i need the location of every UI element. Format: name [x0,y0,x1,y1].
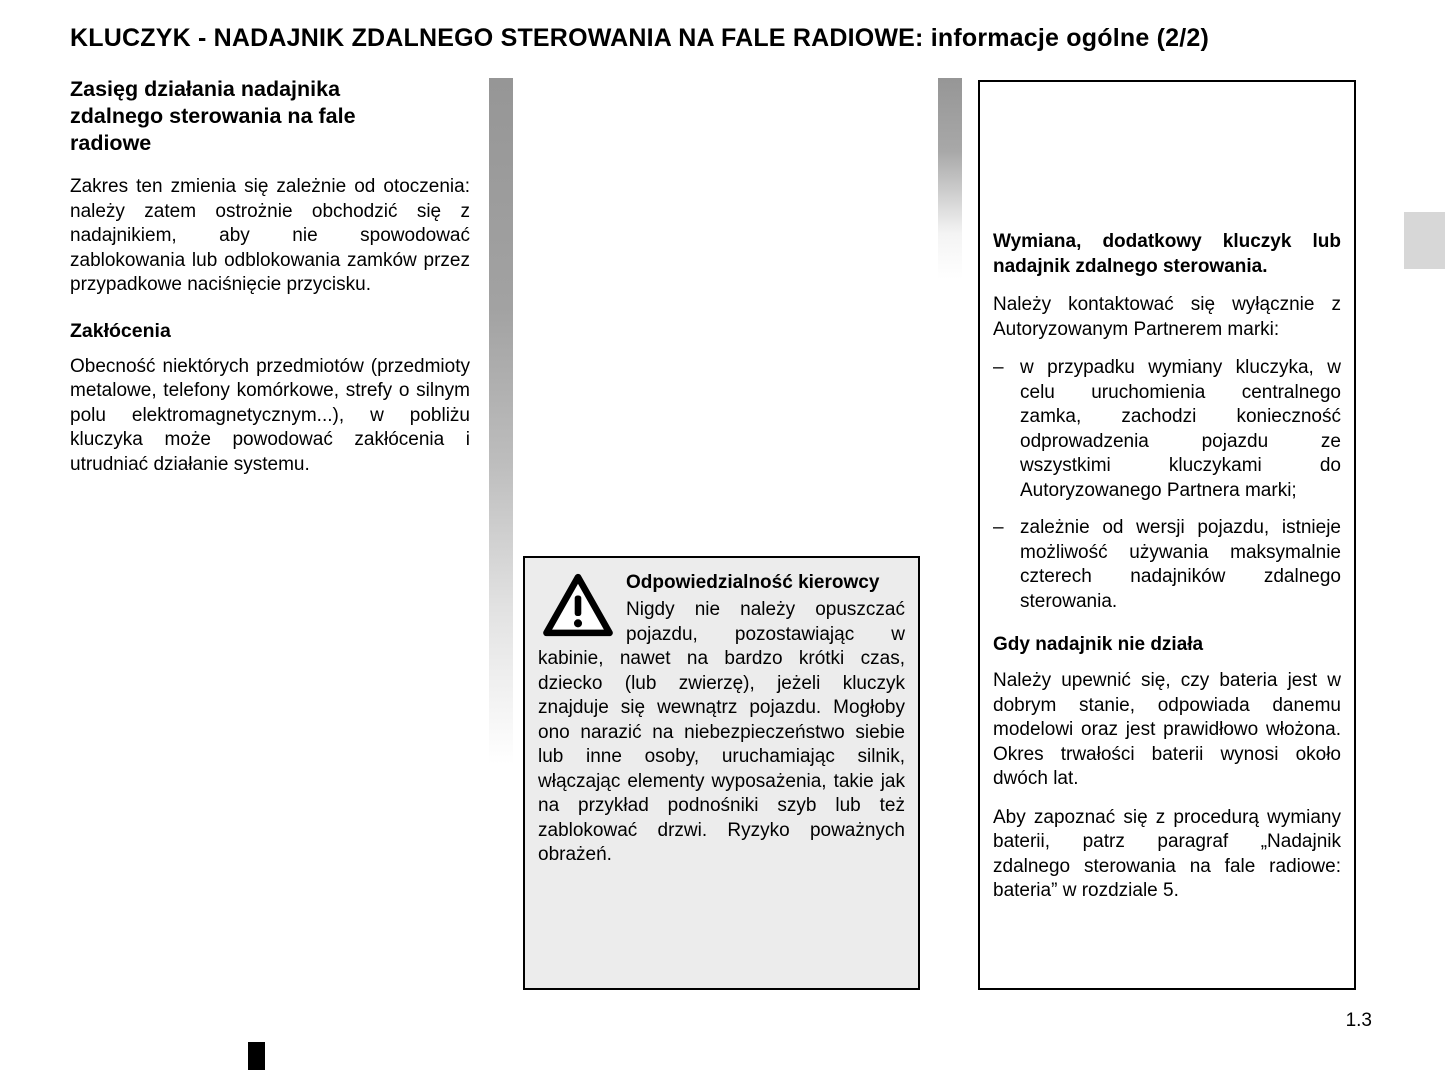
list-item-text: w przypadku wymiany kluczyka, w celu uruchomienia centralnego zamka, zachodzi konieczność odprowadzenia pojazdu ze wszystkimi kluczykami do Autoryzowanego Partnera marki; [1020,357,1341,501]
dash-marker: – [993,517,1004,538]
warning-body: Nigdy nie należy opuszczać pojazdu, pozostawiając w kabinie, nawet na bardzo krótki czas, dziecko (lub zwierzę), jeżeli kluczyk znajduje się wewnątrz pojazdu. Mogłoby ono narazić na niebezpieczeństwo siebie lub inne osoby, uruchamiając silnik, włączając elementy wyposażenia, takie jak na przykład podnośniki szyb lub też zablokować drzwi. Ryzyko poważnych obrażeń. [538,599,905,865]
list-item [993,516,1341,614]
chapter-edge-tab [1404,212,1445,269]
box-heading-not-working: Gdy nadajnik nie działa [993,634,1204,655]
driver-responsibility-warning-box [523,556,920,990]
page-number: 1.3 [1345,1010,1372,1031]
dash-marker: – [993,357,1004,378]
paragraph-range: Zakres ten zmienia się zależnie od otoczenia: należy zatem ostrożnie obchodzić się z nadajnikiem, aby nie spowodować zablokowania lub odblokowania zamków przez przypadkowe naciśnięcie przycisku. [70,176,470,295]
paragraph-battery-condition: Należy upewnić się, czy bateria jest w dobrym stanie, odpowiada danemu modelowi oraz jest prawidłowo włożona. Okres trwałości baterii wynosi około dwóch lat. [993,670,1341,789]
list-item [993,356,1341,503]
bullet-list [993,356,1341,614]
left-column [70,76,470,477]
print-registration-mark [248,1042,265,1070]
box-heading-replacement: Wymiana, dodatkowy kluczyk lub nadajnik zdalnego sterowania. [993,231,1341,277]
warning-heading: Odpowiedzialność kierowcy [626,572,880,593]
paragraph-battery-replacement: Aby zapoznać się z procedurą wymiany baterii, patrz paragraf „Nadajnik zdalnego sterowania na fale radiowe: bateria” w rozdziale 5. [993,806,1341,901]
column-divider-right [938,78,962,993]
list-item-text: zależnie od wersji pojazdu, istnieje możliwość używania maksymalnie czterech nadajników zdalnego sterowania. [1020,517,1341,612]
section-heading-range: Zasięg działania nadajnika zdalnego sterowania na fale radiowe [70,77,356,155]
paragraph-contact-partner: Należy kontaktować się wyłącznie z Autoryzowanym Partnerem marki: [993,294,1341,340]
warning-triangle-icon [540,572,616,638]
replacement-key-info-box [978,80,1356,990]
column-divider-left [489,78,513,993]
paragraph-interference: Obecność niektórych przedmiotów (przedmioty metalowe, telefony komórkowe, strefy o silnym polu elektromagnetycznym...), w pobliżu kluczyka może powodować zakłócenia i utrudniać działanie systemu. [70,355,470,475]
section-heading-interference: Zakłócenia [70,319,171,342]
page-title: KLUCZYK - NADAJNIK ZDALNEGO STEROWANIA NA FALE RADIOWE: informacje ogólne (2/2) [70,24,1209,52]
